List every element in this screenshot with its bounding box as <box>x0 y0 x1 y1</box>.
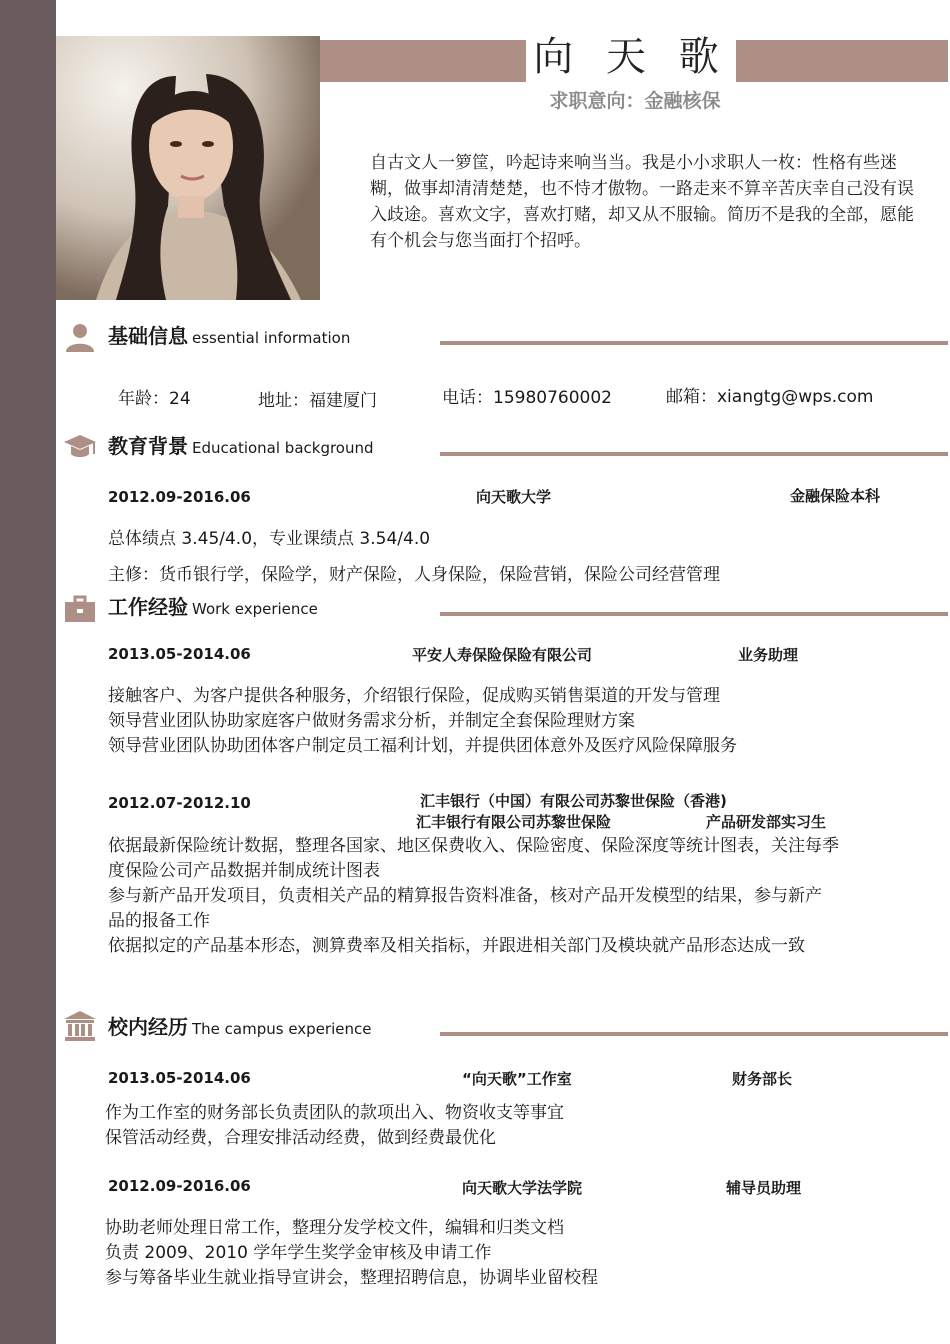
briefcase-icon <box>64 594 96 624</box>
age-field: 年龄：24 <box>118 389 191 409</box>
portrait-illustration <box>56 36 320 300</box>
campus-2-line: 协助老师处理日常工作，整理分发学校文件，编辑和归类文档 <box>105 1218 564 1238</box>
profile-photo <box>56 36 320 300</box>
campus-1-line: 保管活动经费，合理安排活动经费，做到经费最优化 <box>105 1128 496 1148</box>
job-1-description <box>108 684 737 759</box>
section-rule-campus <box>440 1032 948 1036</box>
section-title-education: 教育背景 Educational background <box>108 434 374 458</box>
section-rule-education <box>440 452 948 456</box>
person-icon <box>64 322 96 352</box>
campus-1-date: 2013.05-2014.06 <box>108 1069 251 1087</box>
section-title-work: 工作经验 Work experience <box>108 595 318 619</box>
job-2-line: 度保险公司产品数据并制成统计图表 <box>108 861 380 881</box>
job-1-role: 业务助理 <box>738 646 799 664</box>
candidate-name: 向 天 歌 <box>533 34 729 80</box>
campus-1-role: 财务部长 <box>732 1070 793 1088</box>
building-columns-icon <box>64 1010 96 1040</box>
campus-2-date: 2012.09-2016.06 <box>108 1177 251 1195</box>
job-2-description <box>108 834 839 959</box>
job-2-line: 依据拟定的产品基本形态，测算费率及相关指标，并跟进相关部门及模块就产品形态达成一致 <box>108 936 805 956</box>
job-1-company: 平安人寿保险保险有限公司 <box>412 646 593 664</box>
section-rule-work <box>440 612 948 616</box>
email-field: 邮箱：xiangtg@wps.com <box>666 387 874 407</box>
education-degree: 金融保险本科 <box>790 487 881 505</box>
self-introduction: 自古文人一箩筐，吟起诗来响当当。我是小小求职人一枚：性格有些迷糊，做事却清清楚楚，也不恃才傲物。一路走来不算辛苦庆幸自己没有误入歧途。喜欢文字，喜欢打赌，却又从不服输。简历不是我的全部，愿能有个机会与您当面打个招呼。 <box>370 153 914 251</box>
campus-2-role: 辅导员助理 <box>726 1179 802 1197</box>
job-1-line: 接触客户、为客户提供各种服务，介绍银行保险，促成购买销售渠道的开发与管理 <box>108 686 720 706</box>
job-1-date: 2013.05-2014.06 <box>108 645 251 663</box>
education-date: 2012.09-2016.06 <box>108 488 251 506</box>
education-gpa: 总体绩点 3.45/4.0，专业课绩点 3.54/4.0 <box>108 529 431 549</box>
section-title-campus: 校内经历 The campus experience <box>108 1015 372 1039</box>
job-2-line: 参与新产品开发项目，负责相关产品的精算报告资料准备，核对产品开发模型的结果，参与新产 <box>108 886 822 906</box>
campus-1-description <box>105 1101 564 1151</box>
header-bar-left <box>320 40 526 82</box>
campus-2-line: 负责 2009、2010 学年学生奖学金审核及申请工作 <box>105 1243 492 1263</box>
job-intent: 求职意向：金融核保 <box>549 90 721 112</box>
campus-2-description <box>105 1216 598 1291</box>
section-title-basic: 基础信息 essential information <box>108 324 351 348</box>
campus-1-org: “向天歌”工作室 <box>462 1070 572 1088</box>
section-rule-basic <box>440 341 948 345</box>
job-1-line: 领导营业团队协助团体客户制定员工福利计划，并提供团体意外及医疗风险保障服务 <box>108 736 737 756</box>
campus-1-line: 作为工作室的财务部长负责团队的款项出入、物资收支等事宜 <box>105 1103 564 1123</box>
education-courses: 主修：货币银行学，保险学，财产保险，人身保险，保险营销，保险公司经营管理 <box>108 565 720 585</box>
header-bar-right <box>736 40 948 82</box>
education-school: 向天歌大学 <box>476 488 552 506</box>
campus-2-org: 向天歌大学法学院 <box>462 1179 583 1197</box>
graduation-cap-icon <box>64 432 96 462</box>
campus-2-line: 参与筹备毕业生就业指导宣讲会，整理招聘信息，协调毕业留校程 <box>105 1268 598 1288</box>
job-2-role: 产品研发部实习生 <box>706 813 827 831</box>
left-sidebar-stripe <box>0 0 56 1344</box>
phone-field: 电话：15980760002 <box>442 388 612 408</box>
job-2-date: 2012.07-2012.10 <box>108 794 251 812</box>
job-2-company-line1: 汇丰银行（中国）有限公司苏黎世保险（香港) <box>420 792 727 810</box>
job-2-line: 依据最新保险统计数据，整理各国家、地区保费收入、保险密度、保险深度等统计图表，关注每季 <box>108 836 839 856</box>
job-1-line: 领导营业团队协助家庭客户做财务需求分析，并制定全套保险理财方案 <box>108 711 635 731</box>
address-field: 地址：福建厦门 <box>258 391 377 411</box>
job-2-line: 品的报备工作 <box>108 911 210 931</box>
job-2-company-line2: 汇丰银行有限公司苏黎世保险 <box>416 813 612 831</box>
